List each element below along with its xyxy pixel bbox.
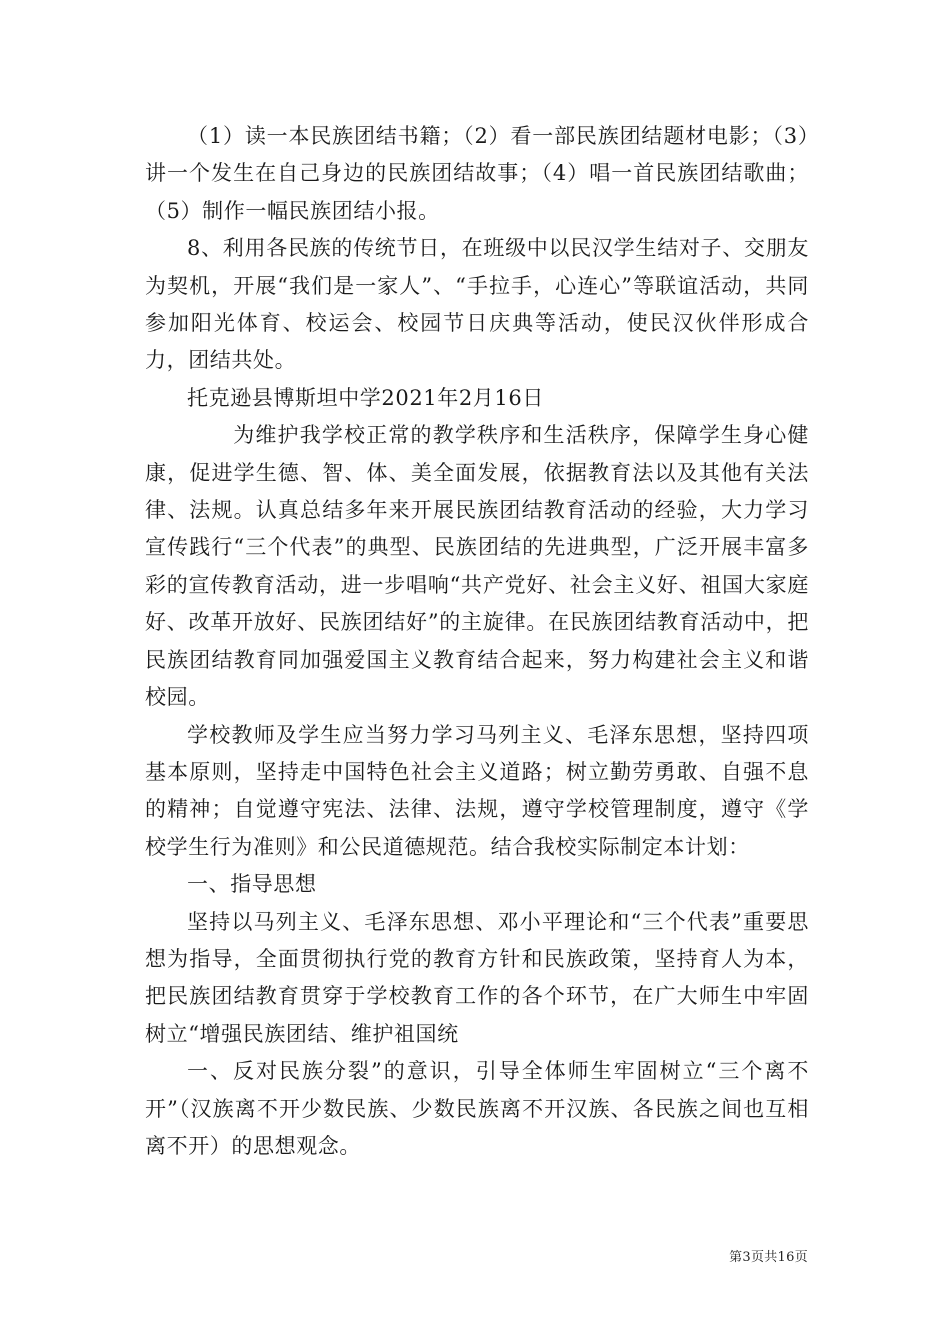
section-heading-guiding-ideology: 一、指导思想 [187, 872, 317, 897]
paragraph-three-inseparables: 一、反对民族分裂”的意识，引导全体师生牢固树立“三个离不开”（汉族离不开少数民族、少数民族离不开汉族、各民族之间也互相离不开）的思想观念。 [145, 1059, 809, 1158]
paragraph-guiding-ideology: 坚持以马列主义、毛泽东思想、邓小平理论和“三个代表”重要思想为指导，全面贯彻执行党的教育方针和民族政策，坚持育人为本，把民族团结教育贯穿于学校教育工作的各个环节，在广大师生中牢固树立“增强民族团结、维护祖国统 [145, 909, 809, 1046]
document-body [145, 118, 809, 1165]
paragraph-purpose: 为维护我学校正常的教学秩序和生活秩序，保障学生身心健康，促进学生德、智、体、美全面发展，依据教育法以及其他有关法律、法规。认真总结多年来开展民族团结教育活动的经验，大力学习宣传践行“三个代表”的典型、民族团结的先进典型，广泛开展丰富多彩的宣传教育活动，进一步唱响“共产党好、社会主义好、祖国大家庭好、改革开放好、民族团结好”的主旋律。在民族团结教育活动中，把民族团结教育同加强爱国主义教育结合起来，努力构建社会主义和谐校园。 [145, 423, 809, 710]
paragraph-signature-date: 托克逊县博斯坦中学2021年2月16日 [187, 385, 544, 410]
paragraph-festival-activities: 8、利用各民族的传统节日，在班级中以民汉学生结对子、交朋友为契机，开展“我们是一家人”、“手拉手，心连心”等联谊活动，共同参加阳光体育、校运会、校园节日庆典等活动，使民汉伙伴形成合力，团结共处。 [145, 236, 809, 373]
paragraph-teacher-student-duties: 学校教师及学生应当努力学习马列主义、毛泽东思想，坚持四项基本原则，坚持走中国特色社会主义道路；树立勤劳勇敢、自强不息的精神；自觉遵守宪法、法律、法规，遵守学校管理制度，遵守《学校学生行为准则》和公民道德规范。结合我校实际制定本计划： [145, 722, 809, 859]
page-number: 第3页共16页 [729, 1250, 808, 1265]
paragraph-activities-list: （1）读一本民族团结书籍；（2）看一部民族团结题材电影；（3）讲一个发生在自己身边的民族团结故事；（4）唱一首民族团结歌曲；（5）制作一幅民族团结小报。 [145, 124, 809, 223]
